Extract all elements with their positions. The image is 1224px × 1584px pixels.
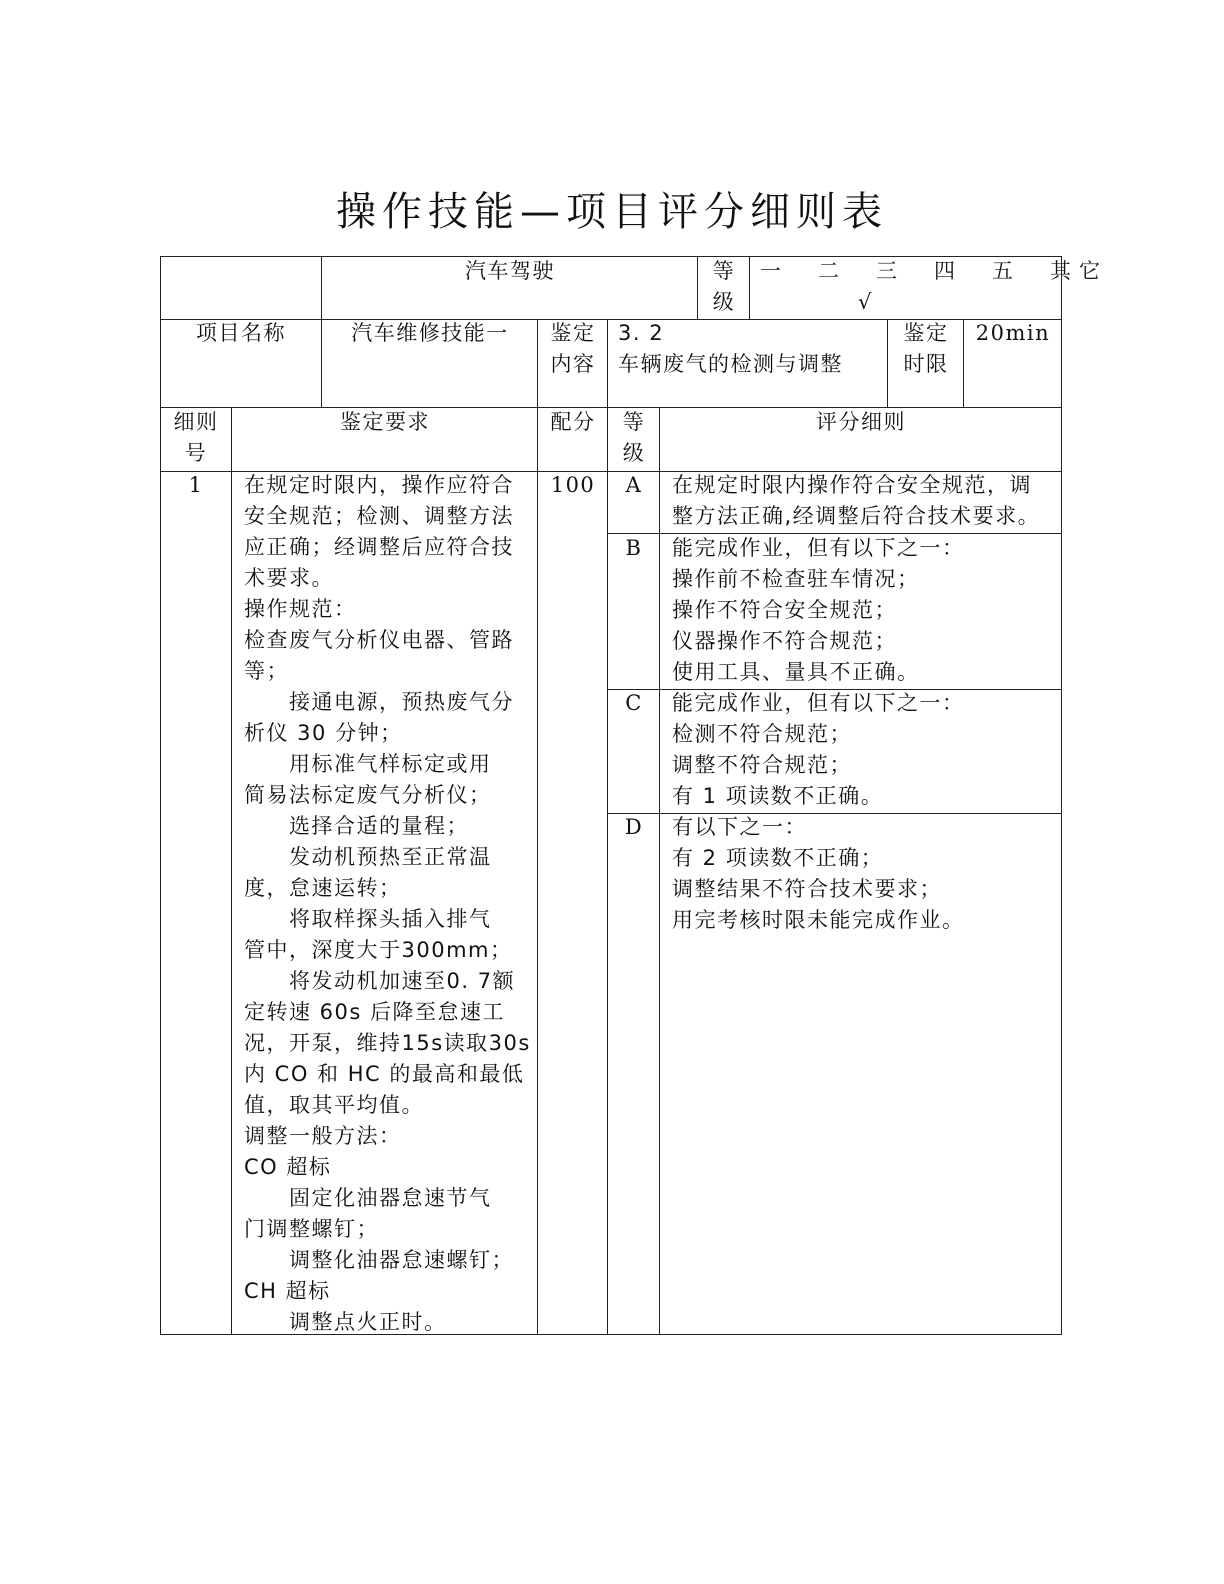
criteria-line: 有 2 项读数不正确； xyxy=(672,846,884,870)
req-line: 接通电源，预热废气分 xyxy=(244,690,514,714)
col-grade-1: 等 xyxy=(622,410,646,434)
grade-b-criteria xyxy=(672,533,965,688)
criteria-line: 操作前不检查驻车情况； xyxy=(672,567,920,591)
req-line: 内 CO 和 HC 的最高和最低 xyxy=(244,1062,525,1086)
col-score: 配分 xyxy=(550,410,596,434)
req-line: 等； xyxy=(244,659,289,683)
req-line: 度，怠速运转； xyxy=(244,876,402,900)
row1-cell-blank xyxy=(160,256,322,320)
requirements-text xyxy=(244,470,534,1338)
req-line: CO 超标 xyxy=(244,1155,332,1179)
time-value: 20min xyxy=(975,321,1051,345)
col-rule-no-1: 细则 xyxy=(173,410,219,434)
req-line: 术要求。 xyxy=(244,566,334,590)
grade-d-level: D xyxy=(624,815,644,839)
criteria-line: 有 1 项读数不正确。 xyxy=(672,784,884,808)
criteria-line: 能完成作业，但有以下之一： xyxy=(672,536,965,560)
project-name-label: 项目名称 xyxy=(196,321,286,345)
req-line: 检查废气分析仪电器、管路 xyxy=(244,628,514,652)
req-line: 调整一般方法： xyxy=(244,1124,402,1148)
req-line: 简易法标定废气分析仪； xyxy=(244,783,492,807)
req-line: 选择合适的量程； xyxy=(244,814,469,838)
criteria-line: 整方法正确,经调整后符合技术要求。 xyxy=(672,504,1041,528)
criteria-line: 使用工具、量具不正确。 xyxy=(672,660,920,684)
rule-number: 1 xyxy=(188,473,204,497)
grade-c-criteria xyxy=(672,688,965,812)
content-label-1: 鉴定 xyxy=(550,321,596,345)
time-label-1: 鉴定 xyxy=(903,321,949,345)
req-line: 定转速 60s 后降至怠速工 xyxy=(244,1000,506,1024)
req-line: 操作规范： xyxy=(244,597,357,621)
content-code: 3. 2 xyxy=(618,321,665,345)
grade-label-1: 等 xyxy=(712,259,736,283)
grade-a-level: A xyxy=(625,473,643,497)
criteria-line: 在规定时限内操作符合安全规范，调 xyxy=(672,473,1032,497)
req-line: 析仪 30 分钟； xyxy=(244,721,403,745)
criteria-line: 调整不符合规范； xyxy=(672,753,852,777)
req-line: 管中，深度大于300mm； xyxy=(244,938,513,962)
criteria-line: 仪器操作不符合规范； xyxy=(672,629,897,653)
criteria-line: 操作不符合安全规范； xyxy=(672,598,897,622)
col-requirements: 鉴定要求 xyxy=(340,410,430,434)
req-line: CH 超标 xyxy=(244,1279,331,1303)
req-line: 用标准气样标定或用 xyxy=(244,752,492,776)
req-line: 况，开泵，维持15s读取30s xyxy=(244,1031,531,1055)
time-label-2: 时限 xyxy=(903,352,949,376)
grade-b-level: B xyxy=(625,536,643,560)
col-criteria: 评分细则 xyxy=(816,410,906,434)
req-line: 将发动机加速至0. 7额 xyxy=(244,969,516,993)
criteria-line: 用完考核时限未能完成作业。 xyxy=(672,908,965,932)
criteria-line: 检测不符合规范； xyxy=(672,722,852,746)
grade-d-criteria xyxy=(672,812,965,936)
body-rule-no-cell xyxy=(160,472,232,1335)
grade-label-2: 级 xyxy=(712,290,736,314)
req-line: 调整化油器怠速螺钉； xyxy=(244,1248,514,1272)
project-name: 汽车维修技能一 xyxy=(351,321,509,345)
score-value: 100 xyxy=(550,473,596,497)
req-line: 门调整螺钉； xyxy=(244,1217,379,1241)
grade-a-criteria xyxy=(672,470,1040,532)
criteria-line: 有以下之一： xyxy=(672,815,807,839)
col-grade-2: 级 xyxy=(622,441,646,465)
content-text: 车辆废气的检测与调整 xyxy=(618,352,843,376)
req-line: 调整点火正时。 xyxy=(244,1310,447,1334)
criteria-line: 能完成作业，但有以下之一： xyxy=(672,691,965,715)
grade-levels: 一 二 三 四 五 其它 xyxy=(760,259,1108,283)
page-title: 操作技能—项目评分细则表 xyxy=(336,189,888,235)
req-line: 值，取其平均值。 xyxy=(244,1093,424,1117)
req-line: 发动机预热至正常温 xyxy=(244,845,492,869)
grade-check-mark: √ xyxy=(858,290,873,314)
req-line: 安全规范；检测、调整方法 xyxy=(244,504,514,528)
req-line: 在规定时限内，操作应符合 xyxy=(244,473,514,497)
content-label-2: 内容 xyxy=(550,352,596,376)
col-rule-no-2: 号 xyxy=(184,441,208,465)
profession-text: 汽车驾驶 xyxy=(465,259,555,283)
req-line: 应正确；经调整后应符合技 xyxy=(244,535,514,559)
body-grade-column xyxy=(608,472,660,1335)
grade-c-level: C xyxy=(625,691,643,715)
req-line: 将取样探头插入排气 xyxy=(244,907,492,931)
criteria-line: 调整结果不符合技术要求； xyxy=(672,877,942,901)
req-line: 固定化油器怠速节气 xyxy=(244,1186,492,1210)
body-score-cell xyxy=(538,472,608,1335)
